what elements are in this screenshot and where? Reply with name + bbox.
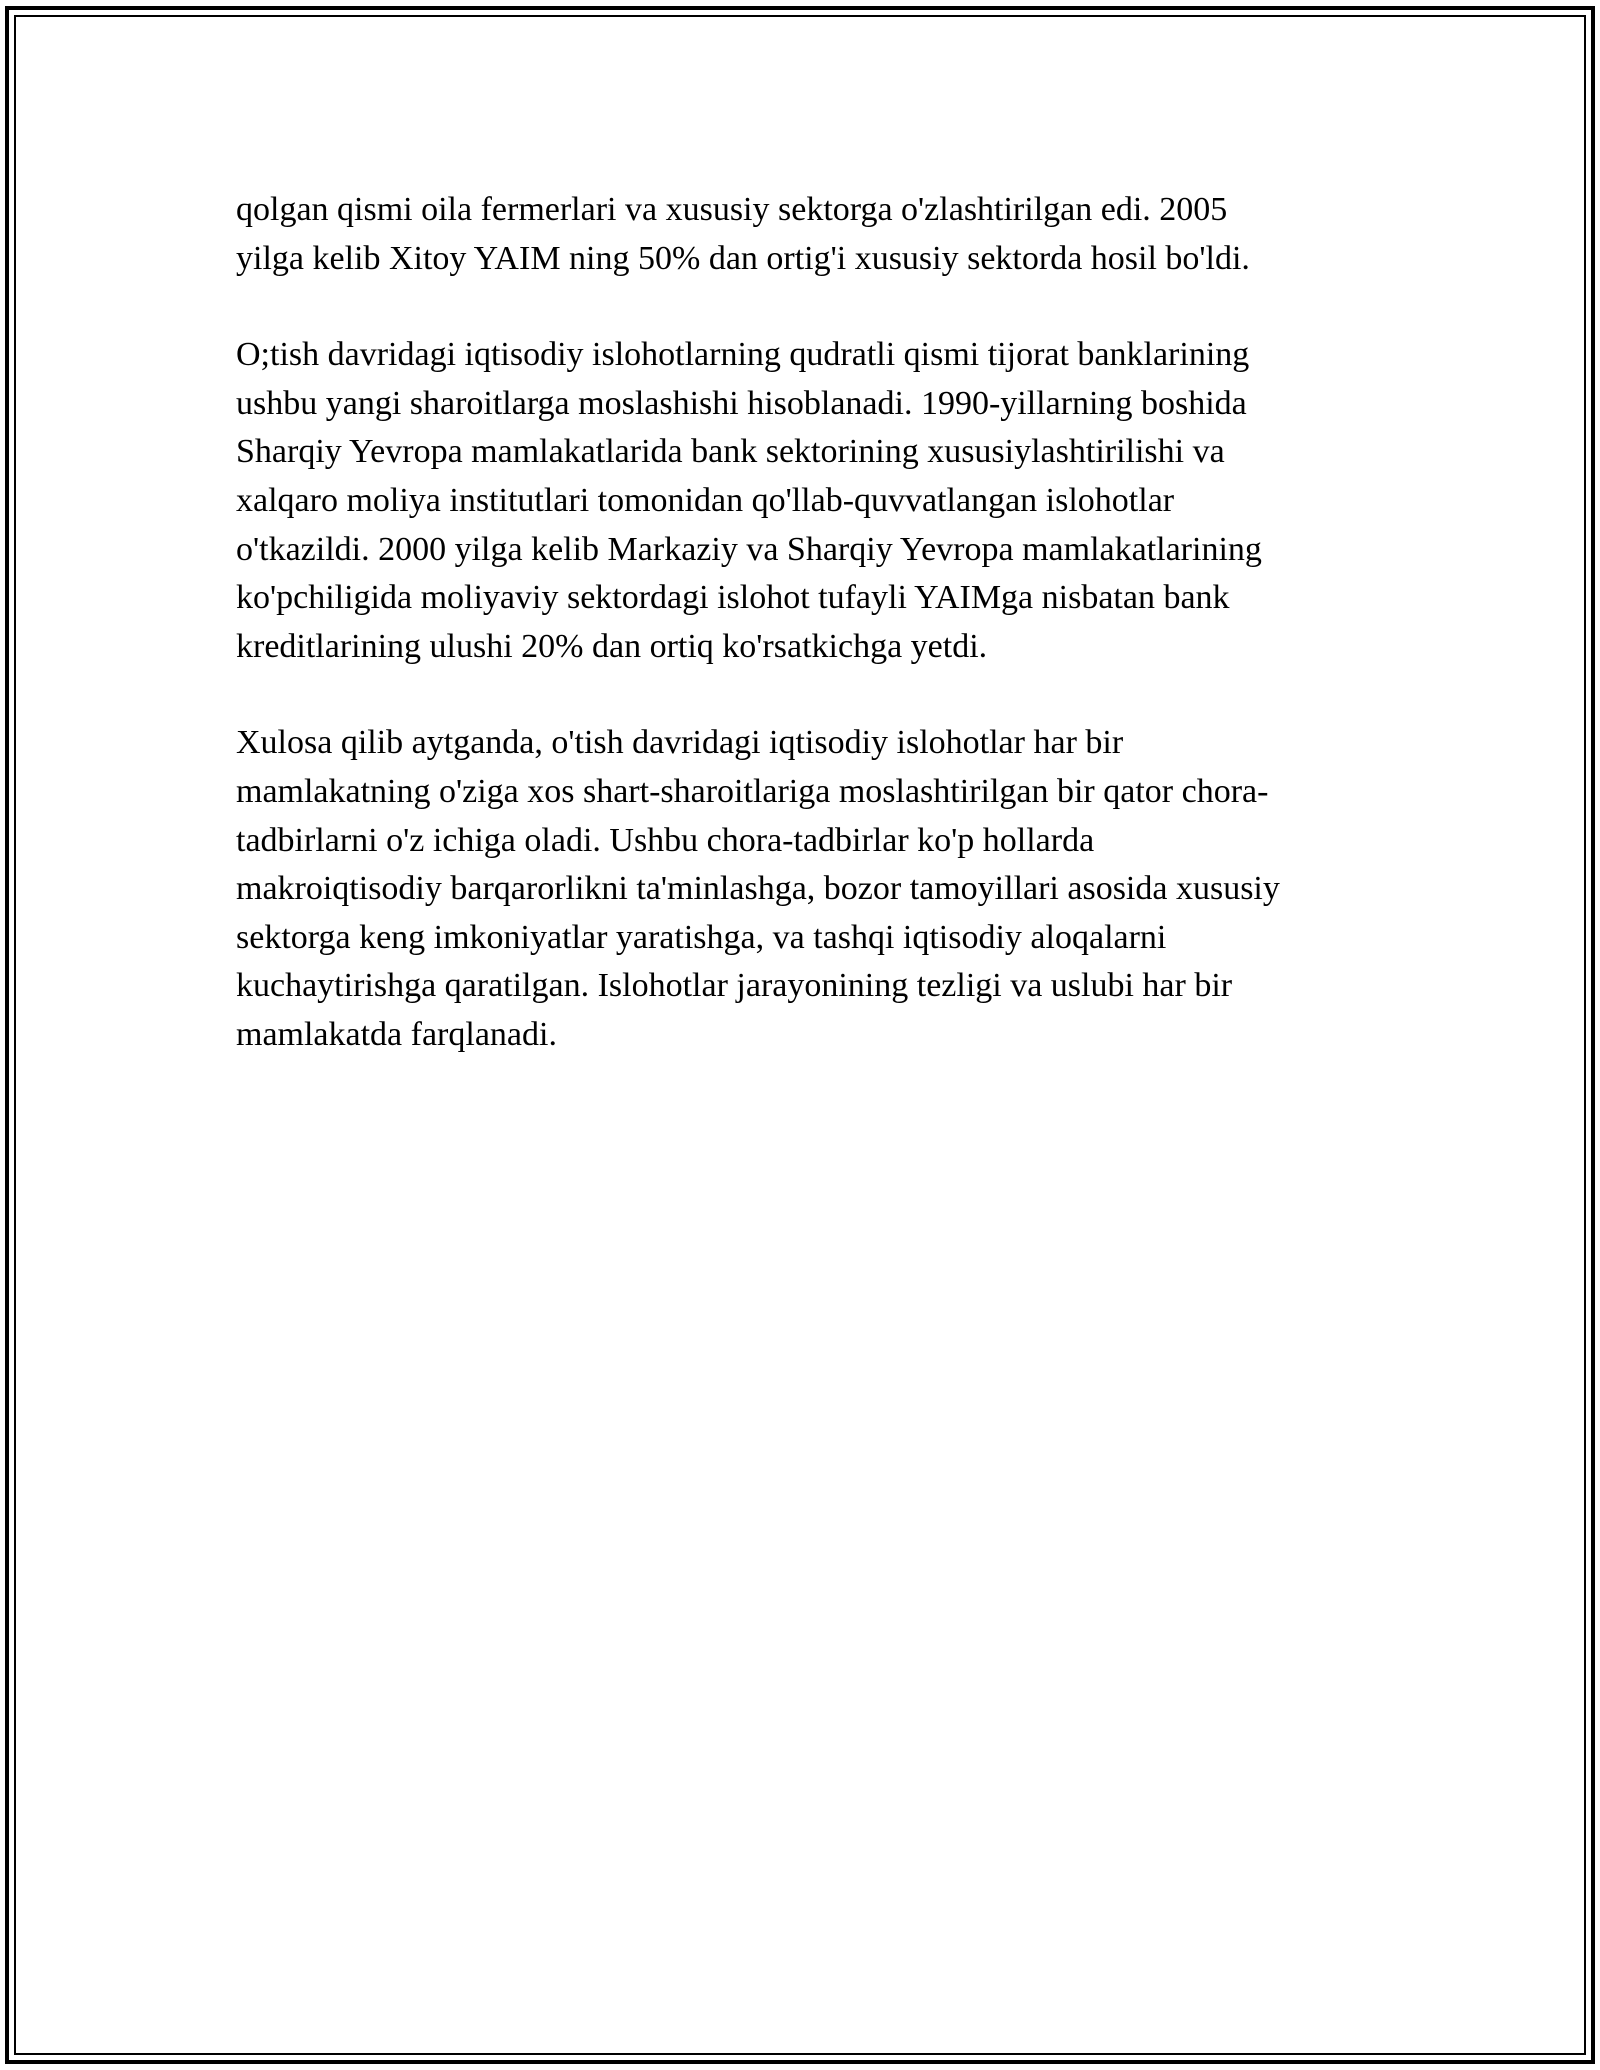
paragraph-2: O;tish davridagi iqtisodiy islohotlarning qudratli qismi tijorat banklarining ushbu yangi sharoitlarga moslashishi hisoblanadi. 1990-yillarning boshida Sharqiy Yevropa mamlakatlarida bank sektorining xususiylashtirilishi va xalqaro moliya institutlari tomonidan qo'llab-quvvatlangan islohotlar o'tkazildi. 2000 yilga kelib Markaziy va Sharqiy Yevropa mamlakatlarining ko'pchiligida moliyaviy sektordagi islohot tufayli YAIMga nisbatan bank kreditlarining ulushi 20% dan ortiq ko'rsatkichga yetdi.	[236, 336, 1262, 665]
document-body	[236, 186, 1386, 1108]
paragraph-1: qolgan qismi oila fermerlari va xususiy sektorga o'zlashtirilgan edi. 2005 yilga kelib Xitoy YAIM ning 50% dan ortig'i xususiy sektorda hosil bo'ldi.	[236, 191, 1250, 277]
paragraph-3: Xulosa qilib aytganda, o'tish davridagi iqtisodiy islohotlar har bir mamlakatning o'ziga xos shart-sharoitlariga moslashtirilgan bir qator chora- tadbirlarni o'z ichiga oladi. Ushbu chora-tadbirlar ko'p hollarda makroiqtisodiy barqarorlikni ta'minlashga, bozor tamoyillari asosida xususiy sektorga keng imkoniyatlar yaratishga, va tashqi iqtisodiy aloqalarni kuchaytirishga qaratilgan. Islohotlar jarayonining tezligi va uslubi har bir mamlakatda farqlanadi.	[236, 724, 1280, 1053]
